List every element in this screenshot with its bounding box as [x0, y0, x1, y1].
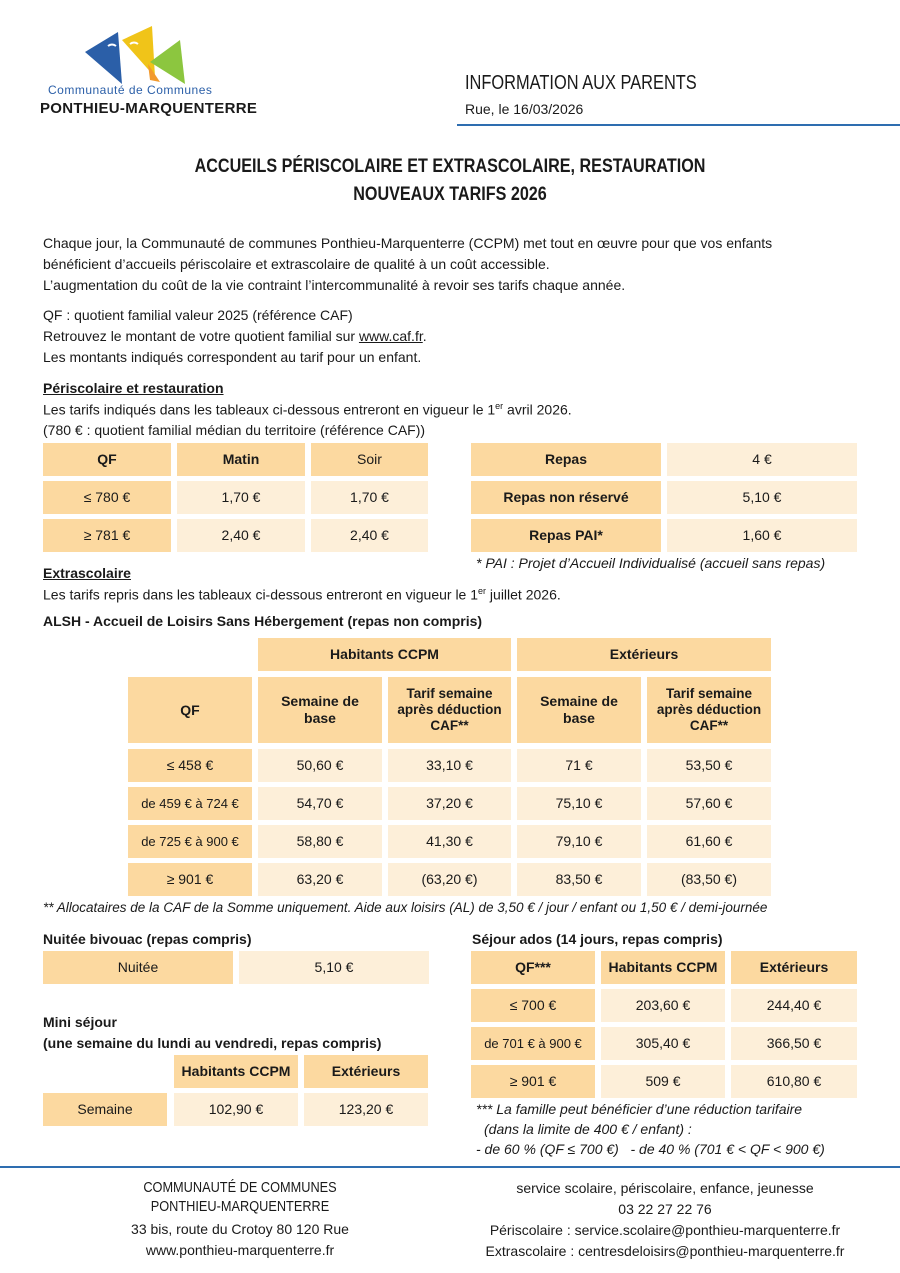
table-cell: Repas non réservé [471, 481, 661, 514]
group-header-exterieurs: Extérieurs [517, 638, 771, 671]
periscolaire-line1-prefix: Les tarifs indiqués dans les tableaux ci-dessous entreront en vigueur le 1 [43, 401, 496, 418]
table-cell: Repas PAI* [471, 519, 661, 552]
table-cell: 83,50 € [517, 863, 641, 896]
table-header: Matin [177, 443, 305, 476]
nuitee-title: Nuitée bivouac (repas compris) [43, 931, 252, 947]
table-cell: 50,60 € [258, 749, 382, 782]
table-cell: 63,20 € [258, 863, 382, 896]
table-cell: 1,70 € [177, 481, 305, 514]
intro-line1: Chaque jour, la Communauté de communes Ponthieu-Marquenterre (CCPM) met tout en œuvre pour que vos enfants [43, 235, 773, 251]
table-cell: 2,40 € [177, 519, 305, 552]
table-cell: 54,70 € [258, 787, 382, 820]
alsh-note: ** Allocataires de la CAF de la Somme uniquement. Aide aux loisirs (AL) de 3,50 € / jour / enfant ou 1,50 € / demi-journée [43, 900, 768, 915]
table-cell: 57,60 € [647, 787, 771, 820]
footer-left [0, 1178, 480, 1261]
table-cell: ≥ 781 € [43, 519, 171, 552]
table-cell: 79,10 € [517, 825, 641, 858]
table-header: QF [43, 443, 171, 476]
group-header-ccpm: Habitants CCPM [258, 638, 511, 671]
table-cell: ≤ 458 € [128, 749, 252, 782]
table-cell: 33,10 € [388, 749, 511, 782]
page-title-line1: ACCUEILS PÉRISCOLAIRE ET EXTRASCOLAIRE, RESTAURATION [194, 156, 706, 177]
header-rule [457, 124, 900, 126]
table-cell: 1,70 € [311, 481, 428, 514]
table-header: Tarif semaine après déduction CAF** [647, 677, 771, 743]
table-cell: Nuitée [43, 951, 233, 984]
periscolaire-line2: (780 € : quotient familial médian du territoire (référence CAF)) [43, 422, 426, 438]
table-cell: Repas [471, 443, 661, 476]
periscolaire-line1 [43, 401, 572, 418]
table-header: Extérieurs [304, 1055, 428, 1088]
table-cell: de 701 € à 900 € [471, 1027, 595, 1060]
intro-line2: bénéficient d’accueils périscolaire et extrascolaire de qualité à un coût accessible. [43, 256, 550, 272]
periscolaire-title: Périscolaire et restauration [43, 380, 224, 396]
header-date: Rue, le 16/03/2026 [465, 101, 584, 117]
mini-sejour-title-line1: Mini séjour [43, 1014, 117, 1030]
table-cell: 61,60 € [647, 825, 771, 858]
table-cell: 244,40 € [731, 989, 857, 1022]
table-cell: 610,80 € [731, 1065, 857, 1098]
table-cell: 41,30 € [388, 825, 511, 858]
table-cell: 203,60 € [601, 989, 725, 1022]
ados-note-line3: - de 60 % (QF ≤ 700 €) - de 40 % (701 € < QF < 900 €) [476, 1141, 825, 1157]
table-cell: 5,10 € [667, 481, 857, 514]
table-cell: ≤ 780 € [43, 481, 171, 514]
table-cell: ≤ 700 € [471, 989, 595, 1022]
footer-peri-email[interactable]: Périscolaire : service.scolaire@ponthieu-marquenterre.fr [489, 1222, 841, 1238]
table-header: Extérieurs [731, 951, 857, 984]
header-title: INFORMATION AUX PARENTS [465, 72, 697, 94]
table-header: Habitants CCPM [174, 1055, 298, 1088]
table-header: Semaine de base [258, 677, 382, 743]
footer-rule [0, 1166, 900, 1168]
table-cell: 123,20 € [304, 1093, 428, 1126]
ados-note-line2: (dans la limite de 400 € / enfant) : [484, 1121, 692, 1137]
table-cell: 509 € [601, 1065, 725, 1098]
table-header: Semaine de base [517, 677, 641, 743]
extrascolaire-title: Extrascolaire [43, 565, 131, 581]
intro-line3: L’augmentation du coût de la vie contraint l’intercommunalité à revoir ses tarifs chaque année. [43, 277, 626, 293]
table-header: QF*** [471, 951, 595, 984]
table-cell: 37,20 € [388, 787, 511, 820]
footer-address: 33 bis, route du Crotoy 80 120 Rue [131, 1221, 349, 1237]
table-cell: 58,80 € [258, 825, 382, 858]
table-cell: ≥ 901 € [128, 863, 252, 896]
extrascolaire-line1-prefix: Les tarifs repris dans les tableaux ci-dessous entreront en vigueur le 1 [43, 586, 479, 603]
caf-suffix: . [422, 328, 427, 344]
table-cell: (63,20 €) [388, 863, 511, 896]
table-cell: de 459 € à 724 € [128, 787, 252, 820]
footer-service: service scolaire, périscolaire, enfance, jeunesse [516, 1180, 814, 1196]
table-cell: 305,40 € [601, 1027, 725, 1060]
table-cell: Semaine [43, 1093, 167, 1126]
alsh-title: ALSH - Accueil de Loisirs Sans Hébergement (repas non compris) [43, 613, 483, 629]
footer-phone: 03 22 27 22 76 [618, 1201, 712, 1217]
logo-mark-icon [80, 22, 200, 92]
periscolaire-line1-sup: er [495, 401, 504, 411]
table-cell: 2,40 € [311, 519, 428, 552]
extrascolaire-line1 [43, 586, 561, 603]
table-cell: 71 € [517, 749, 641, 782]
caf-line [43, 328, 427, 344]
table-cell: ≥ 901 € [471, 1065, 595, 1098]
table-cell: 53,50 € [647, 749, 771, 782]
table-header: Soir [311, 443, 428, 476]
periscolaire-line1-suffix: avril 2026. [503, 401, 572, 418]
footer-org-line1: COMMUNAUTÉ DE COMMUNES [143, 1179, 337, 1196]
amounts-line: Les montants indiqués correspondent au tarif pour un enfant. [43, 349, 422, 365]
table-cell: 366,50 € [731, 1027, 857, 1060]
table-cell: 1,60 € [667, 519, 857, 552]
ados-note-line1: *** La famille peut bénéficier d’une réduction tarifaire [476, 1101, 803, 1117]
qf-definition: QF : quotient familial valeur 2025 (référence CAF) [43, 307, 353, 323]
table-cell: 102,90 € [174, 1093, 298, 1126]
table-header: Habitants CCPM [601, 951, 725, 984]
footer-extra-email[interactable]: Extrascolaire : centresdeloisirs@ponthieu-marquenterre.fr [485, 1243, 845, 1259]
footer-right [440, 1178, 890, 1262]
logo [40, 18, 258, 123]
table-cell: 75,10 € [517, 787, 641, 820]
logo-org-line2: PONTHIEU-MARQUENTERRE [40, 100, 258, 117]
extrascolaire-line1-sup: er [478, 586, 487, 596]
table-cell: 4 € [667, 443, 857, 476]
logo-org-line1: Communauté de Communes [48, 83, 213, 97]
table-cell: de 725 € à 900 € [128, 825, 252, 858]
table-cell: (83,50 €) [647, 863, 771, 896]
caf-link[interactable]: www.caf.fr [358, 328, 423, 344]
caf-prefix: Retrouvez le montant de votre quotient familial sur [43, 328, 359, 344]
page-title [0, 154, 900, 210]
page-title-line2: NOUVEAUX TARIFS 2026 [353, 184, 547, 205]
footer-org-line2: PONTHIEU-MARQUENTERRE [150, 1198, 330, 1215]
table-header: Tarif semaine après déduction CAF** [388, 677, 511, 743]
footer-website[interactable]: www.ponthieu-marquenterre.fr [145, 1242, 335, 1258]
sejour-ados-title: Séjour ados (14 jours, repas compris) [472, 931, 723, 947]
pai-note: * PAI : Projet d’Accueil Individualisé (accueil sans repas) [476, 555, 826, 571]
extrascolaire-line1-suffix: juillet 2026. [486, 586, 561, 603]
table-header: QF [128, 677, 252, 743]
table-cell: 5,10 € [239, 951, 429, 984]
mini-sejour-title-line2: (une semaine du lundi au vendredi, repas compris) [43, 1035, 382, 1051]
